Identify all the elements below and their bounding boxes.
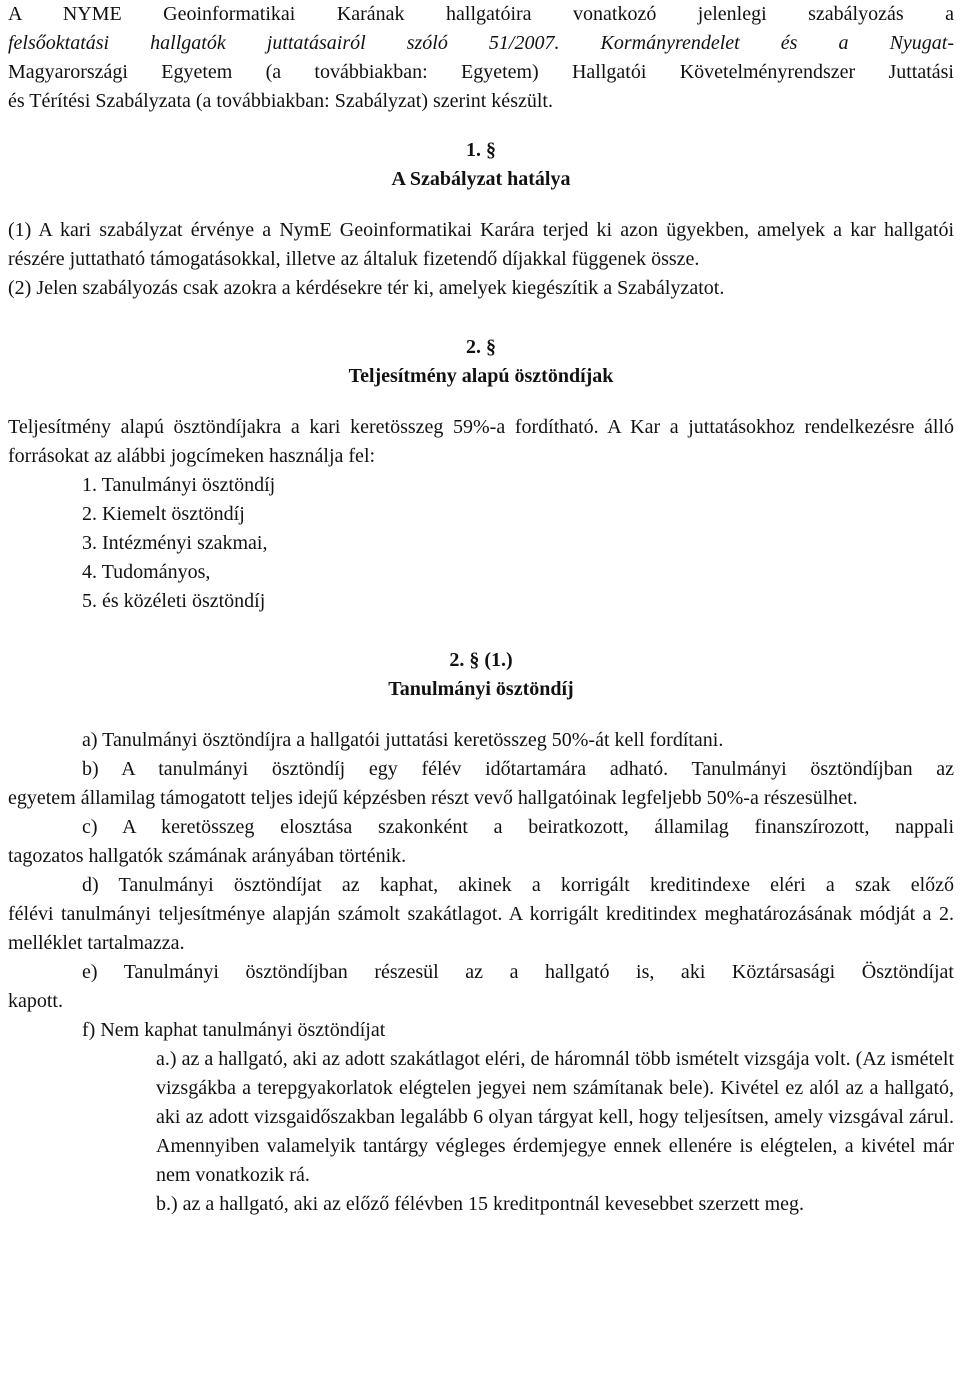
section-2-paragraph: Teljesítmény alapú ösztöndíjakra a kari keretösszeg 59%-a fordítható. A Kar a juttatásokhoz rendelkezésre álló forrásokat az alábbi jogcímeken használja fel:: [8, 416, 954, 467]
clause-f-b: b.) az a hallgató, aki az előző félévben 15 kreditpontnál kevesebbet szerzett meg.: [156, 1193, 805, 1215]
intro-line: felsőoktatási hallgatók juttatásairól szóló 51/2007. Kormányrendelet és a Nyugat-: [8, 32, 954, 54]
clause-d-continuation: félévi tanulmányi teljesítménye alapján számolt szakátlagot. A korrigált kreditindex meghatározásának módját a 2. melléklet tartalmazza.: [8, 903, 954, 954]
clause-c-continuation: tagozatos hallgatók számának arányában történik.: [8, 845, 407, 867]
section-1-number: 1. §: [466, 139, 496, 161]
list-item: 1. Tanulmányi ösztöndíj: [82, 474, 276, 496]
section-2-title: Teljesítmény alapú ösztöndíjak: [348, 365, 614, 387]
clause-e-continuation: kapott.: [8, 990, 63, 1012]
list-item: 4. Tudományos,: [82, 561, 211, 583]
list-item: 3. Intézményi szakmai,: [82, 532, 268, 554]
clause-f: f) Nem kaphat tanulmányi ösztöndíjat: [82, 1019, 386, 1041]
clause-c-first-line: c) A keretösszeg elosztása szakonként a beiratkozott, államilag finanszírozott, nappali: [82, 816, 954, 838]
list-item: 2. Kiemelt ösztöndíj: [82, 503, 245, 525]
section-1-paragraph-1: (1) A kari szabályzat érvénye a NymE Geoinformatikai Karára terjed ki azon ügyekben, amelyek a kar hallgatói részére juttatható támogatásokkal, illetve az általuk fizetendő díjakkal függenek össze.: [8, 219, 954, 270]
intro-paragraph: [8, 0, 954, 116]
intro-line: és Térítési Szabályzata (a továbbiakban: Szabályzat) szerint készült.: [8, 90, 553, 112]
section-2-1-number: 2. § (1.): [449, 649, 513, 671]
intro-line: A NYME Geoinformatikai Karának hallgatóira vonatkozó jelenlegi szabályozás a: [8, 3, 954, 25]
clause-b-continuation: egyetem államilag támogatott teljes idejű képzésben részt vevő hallgatóinak legfeljebb 50%-a részesülhet.: [8, 787, 858, 809]
clause-b-first-line: b) A tanulmányi ösztöndíj egy félév időtartamára adható. Tanulmányi ösztöndíjban az: [82, 758, 954, 780]
clause-d-first-line: d) Tanulmányi ösztöndíjat az kaphat, akinek a korrigált kreditindexe eléri a szak előző: [82, 874, 954, 896]
clause-a: a) Tanulmányi ösztöndíjra a hallgatói juttatási keretösszeg 50%-át kell fordítani.: [82, 729, 724, 751]
section-1-title: A Szabályzat hatálya: [391, 168, 571, 190]
clause-f-a: a.) az a hallgató, aki az adott szakátlagot eléri, de háromnál több ismételt vizsgája volt. (Az ismételt vizsgákba a terepgyakorlatok elégtelen jegyei nem számítanak bele). Kivétel ez alól az a hallgató, aki az adott vizsgaidőszakban legalább 6 olyan tárgyat kell, hogy teljesítsen, amely vizsgával zárul. Amennyiben valamelyik tantárgy végleges érdemjegye ennek ellenére is elégtelen, a kivétel már nem vonatkozik rá.: [156, 1048, 954, 1186]
clause-e-first-line: e) Tanulmányi ösztöndíjban részesül az a hallgató is, aki Köztársasági Ösztöndíjat: [82, 961, 954, 983]
intro-line: Magyarországi Egyetem (a továbbiakban: Egyetem) Hallgatói Követelményrendszer Juttatási: [8, 61, 954, 83]
list-item: 5. és közéleti ösztöndíj: [82, 590, 266, 612]
section-1-paragraph-2: (2) Jelen szabályozás csak azokra a kérdésekre tér ki, amelyek kiegészítik a Szabályzatot.: [8, 277, 725, 299]
section-2-1-title: Tanulmányi ösztöndíj: [388, 678, 574, 700]
section-2-number: 2. §: [466, 336, 496, 358]
scholarship-list: [8, 471, 954, 616]
